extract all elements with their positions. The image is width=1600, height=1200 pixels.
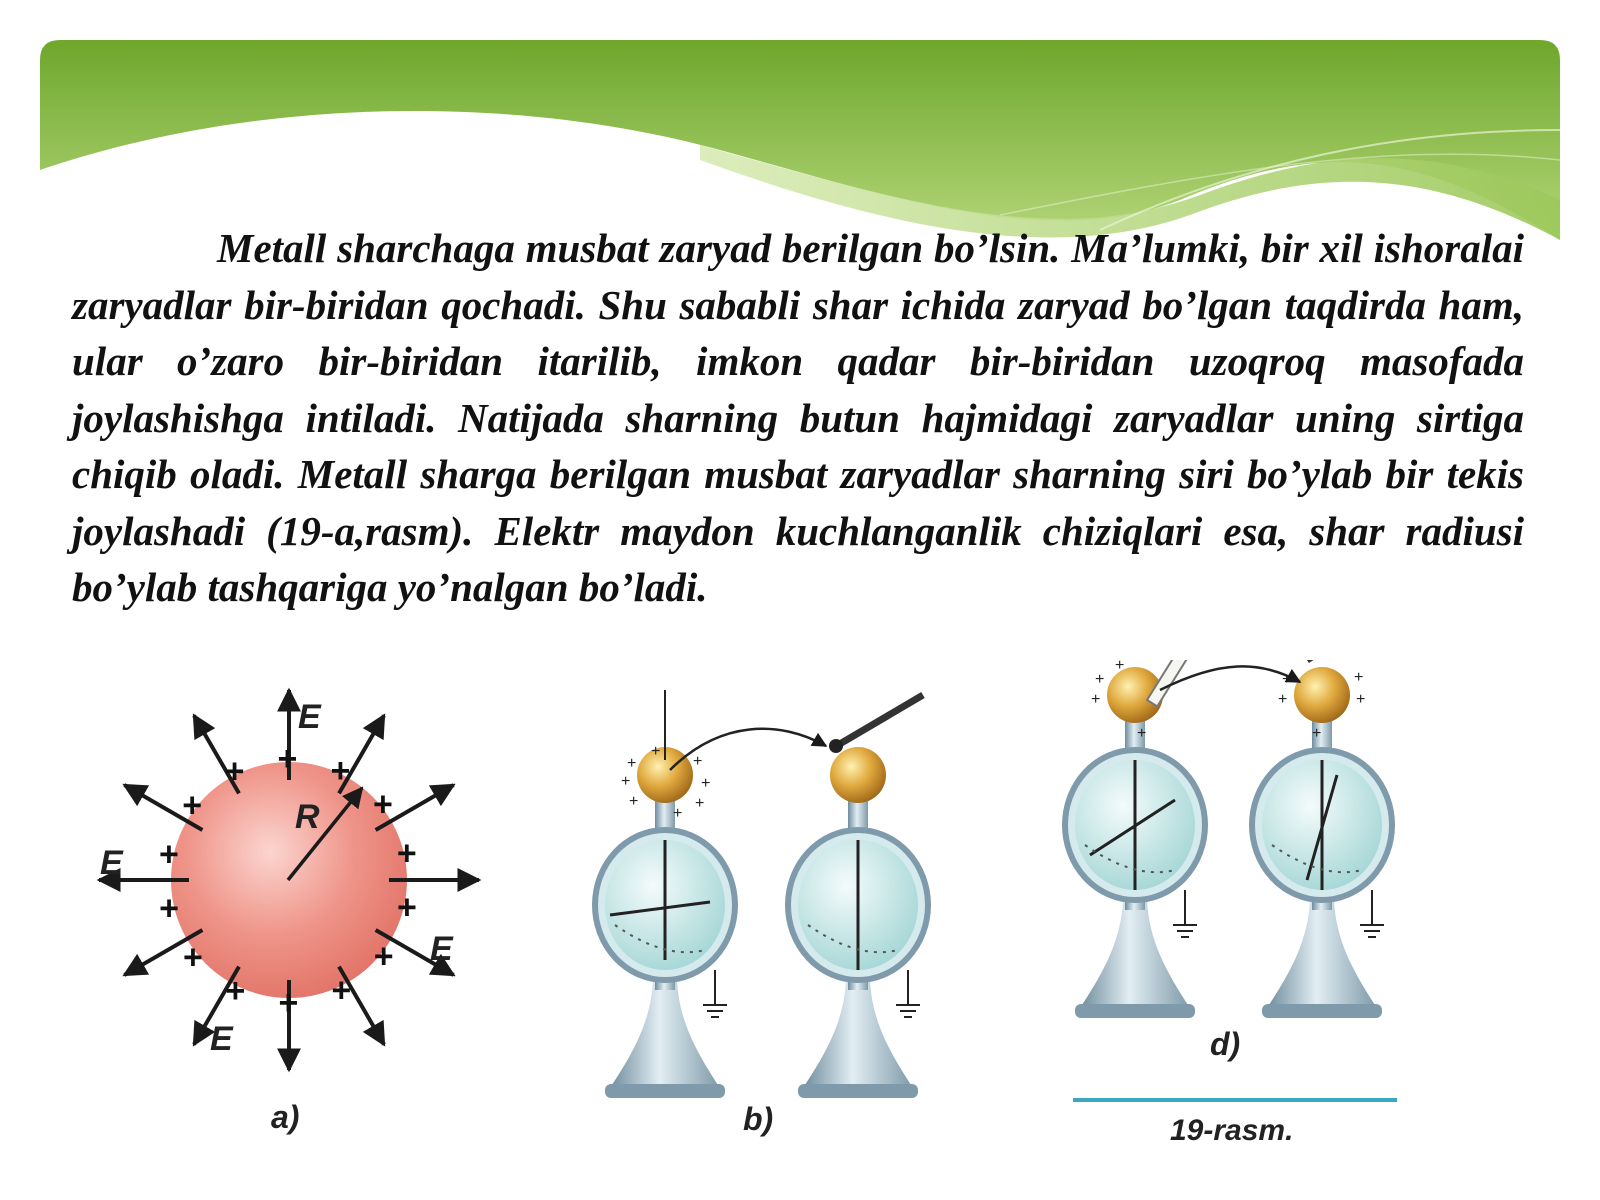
plus-charge: + (1354, 669, 1364, 686)
plus-charge: + (1312, 725, 1322, 742)
electroscope-d-left (1065, 660, 1205, 1018)
plus-charge: + (1095, 671, 1105, 688)
plus-charge: + (158, 835, 179, 874)
plus-charge: + (225, 972, 246, 1011)
plus-charge: + (1115, 660, 1125, 674)
plus-charge: + (278, 983, 299, 1022)
plus-charge: + (1278, 691, 1288, 708)
field-label-right: E (430, 930, 453, 968)
plus-charge: + (330, 751, 351, 790)
figure-caption: 19-rasm. (1170, 1114, 1294, 1147)
electroscope-d-right (1252, 660, 1392, 1018)
body-paragraph: Metall sharchaga musbat zaryad berilgan bo’lsin. Ma’lumki, bir xil ishoralai zaryadlar bir-biridan qochadi. Shu sababli shar ichida zaryad bo’lgan taqdirda ham, ular o’zaro bir-biridan itarilib, imkon qadar bir-biridan uzoqroq masofada joylashishga intiladi. Natijada sharning butun hajmidagi zaryadlar uning sirtiga chiqib oladi. Metall sharga berilgan musbat zaryadlar sharning siri bo’ylab bir tekis joylashadi (19-a,rasm). Elektr maydon kuchlanganlik chiziqlari esa, shar radiusi bo’ylab tashqariga yo’nalgan bo’ladi. (72, 225, 1524, 610)
panel-b-electroscopes (595, 690, 928, 1137)
plus-charge: + (1091, 691, 1101, 708)
plus-charge: + (277, 740, 298, 779)
plus-charge: + (397, 888, 417, 927)
panel-a-label: a) (271, 1099, 300, 1135)
radius-label: R (295, 798, 320, 836)
field-label-top: E (298, 698, 321, 736)
panel-d-electroscopes (1065, 660, 1397, 1147)
plus-charge: + (159, 889, 180, 928)
plus-charge: + (651, 743, 661, 760)
plus-charge: + (701, 775, 711, 792)
plus-charge: + (182, 786, 203, 825)
plus-charge: + (693, 753, 703, 770)
plus-charge: + (629, 793, 639, 810)
plus-charge: + (1356, 691, 1366, 708)
electroscope-right (788, 695, 928, 1098)
panel-d-label: d) (1210, 1026, 1241, 1062)
figure-19 (0, 660, 1600, 1200)
plus-charge: + (1282, 671, 1292, 688)
plus-charge: + (373, 937, 394, 976)
plus-charge: + (373, 785, 393, 824)
panel-a-charged-sphere (99, 690, 479, 1135)
plus-charge: + (621, 773, 631, 790)
plus-charge: + (627, 755, 637, 772)
electroscope-left (595, 690, 735, 1098)
plus-charge: + (224, 752, 245, 791)
plus-charge: + (182, 938, 203, 977)
plus-charge: + (695, 795, 705, 812)
field-label-left: E (100, 844, 123, 882)
plus-charge: + (673, 805, 683, 822)
plus-charge: + (331, 971, 352, 1010)
field-label-bottom: E (210, 1020, 233, 1058)
panel-b-label: b) (743, 1101, 774, 1137)
plus-charge: + (1137, 725, 1147, 742)
plus-charge: + (396, 834, 417, 873)
